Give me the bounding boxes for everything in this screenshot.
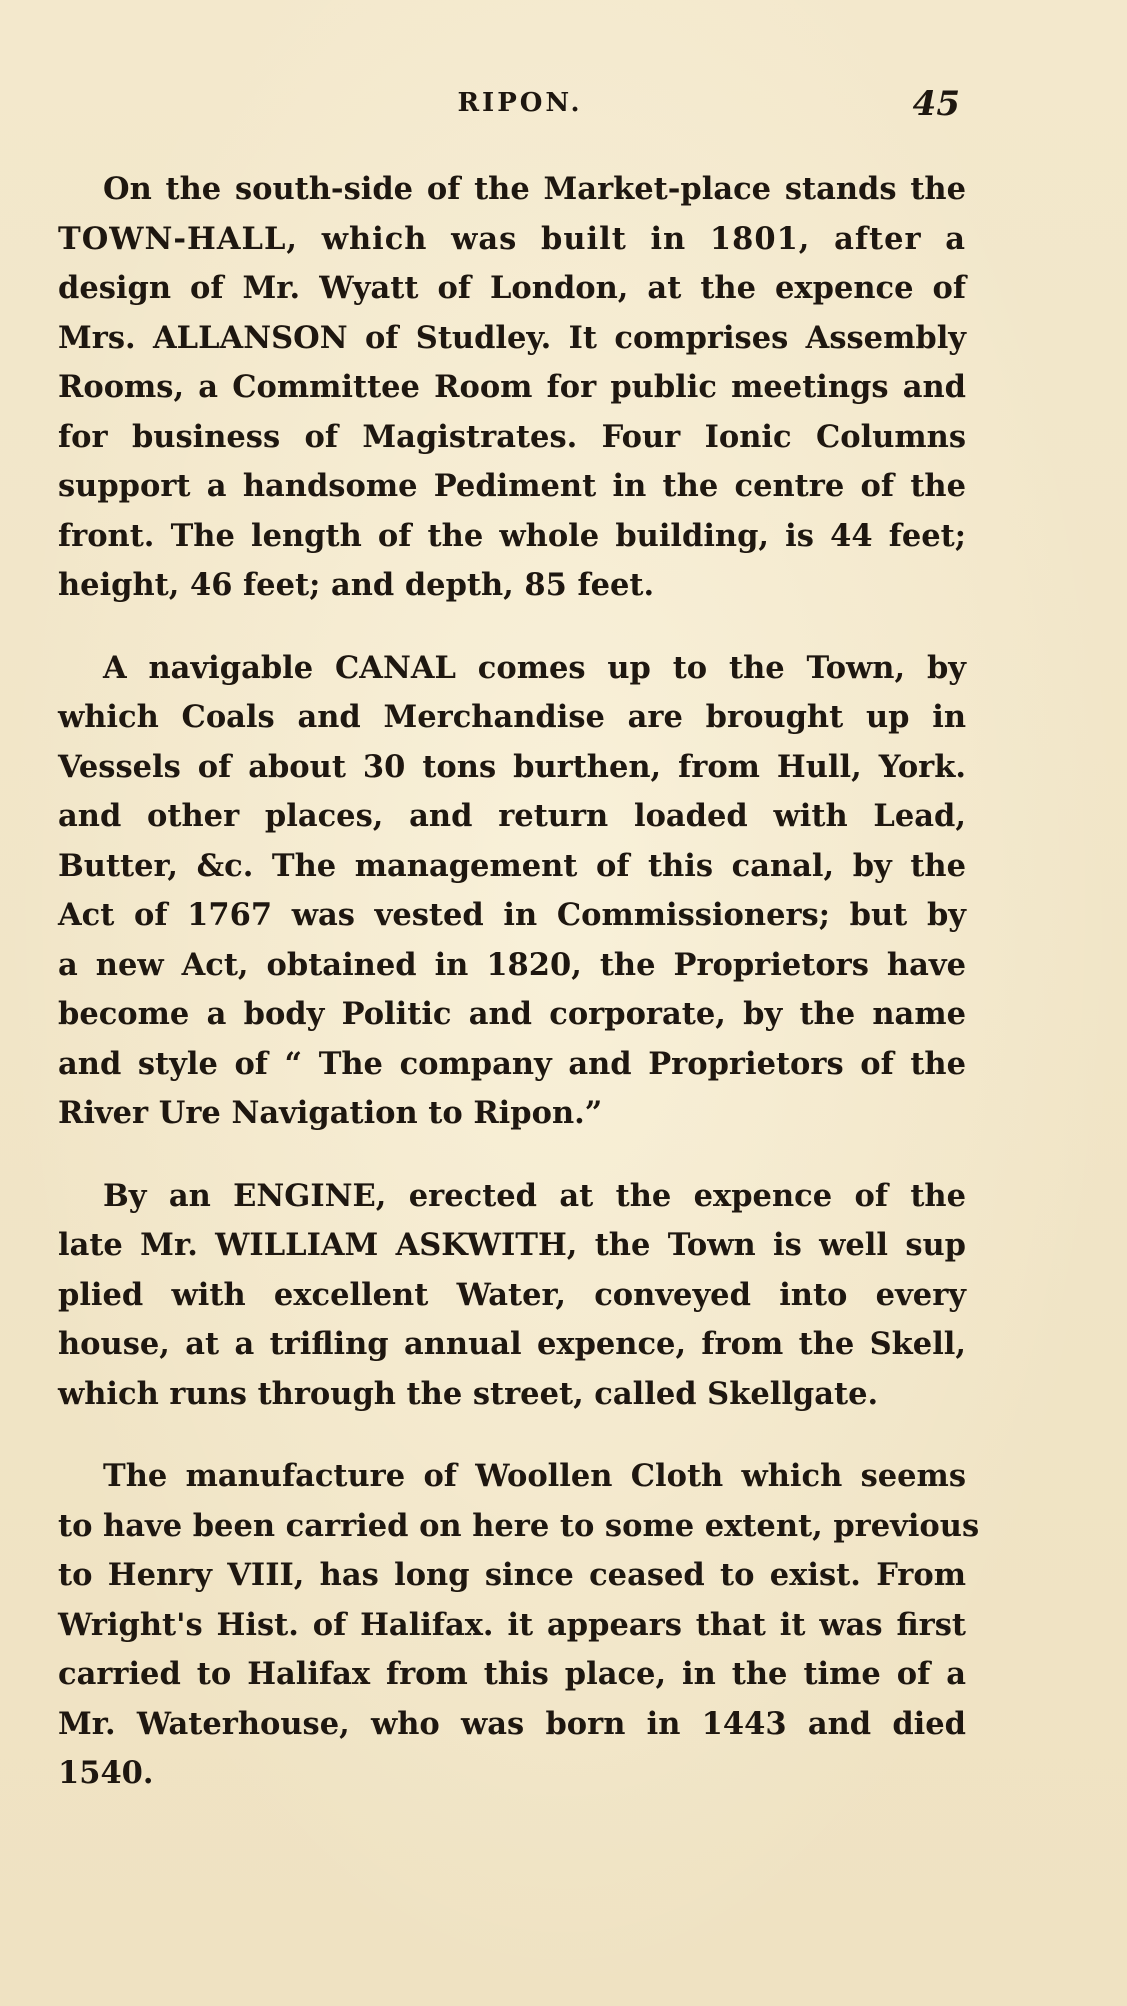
text-line: and style of “ The company and Proprietors of the [58, 1045, 966, 1082]
text-line: Vessels of about 30 tons burthen, from Hull, York. [58, 748, 966, 785]
paragraph-woollen-cloth [58, 1452, 980, 1799]
text-line: which Coals and Merchandise are brought up in [58, 699, 966, 735]
text-line: 1540. [58, 1755, 154, 1791]
text-line: River Ure Navigation to Ripon.” [58, 1095, 603, 1131]
text-line: late Mr. WILLIAM ASKWITH, the Town is well sup [58, 1227, 966, 1263]
text-line: for business of Magistrates. Four Ionic Columns [58, 418, 966, 455]
text-line: house, at a trifling annual expence, from the Skell, [58, 1326, 966, 1362]
text-line: Act of 1767 was vested in Commissioners; but by [58, 897, 966, 933]
text-line: Mr. Waterhouse, who was born in 1443 and died [58, 1705, 966, 1742]
text-line: Mrs. ALLANSON of Studley. It comprises Assembly [58, 319, 966, 356]
text-line: carried to Halifax from this place, in the time of a [58, 1656, 966, 1692]
text-line: On the south-side of the Market-place stands the [103, 171, 966, 207]
text-line: Rooms, a Committee Room for public meetings and [58, 369, 966, 405]
text-line: height, 46 feet; and depth, 85 feet. [58, 567, 655, 603]
text-line: become a body Politic and corporate, by the name [58, 996, 966, 1032]
running-head [0, 84, 1127, 128]
text-line: plied with excellent Water, conveyed into every [58, 1276, 966, 1313]
text-line: Butter, &c. The management of this canal, by the [58, 847, 966, 884]
paragraph-engine [58, 1172, 966, 1420]
paragraph-canal [58, 644, 966, 1139]
running-title: RIPON. [457, 88, 583, 118]
text-line: A navigable CANAL comes up to the Town, by [103, 649, 966, 686]
text-line: support a handsome Pediment in the centre of the [58, 468, 966, 504]
text-line: Wright's Hist. of Halifax. it appears that it was first [58, 1606, 966, 1643]
text-line: design of Mr. Wyatt of London, at the expence of [58, 270, 966, 306]
text-line: to have been carried on here to some extent, previous [58, 1507, 980, 1544]
text-line: to Henry VIII, has long since ceased to exist. From [58, 1557, 966, 1593]
text-line: front. The length of the whole building, is 44 feet; [58, 517, 966, 554]
text-line: which runs through the street, called Skellgate. [58, 1375, 879, 1412]
text-line: The manufacture of Woollen Cloth which seems [103, 1458, 966, 1494]
text-line: By an ENGINE, erected at the expence of the [103, 1177, 966, 1214]
text-line: and other places, and return loaded with Lead, [58, 798, 966, 834]
text-line: a new Act, obtained in 1820, the Proprietors have [58, 946, 966, 983]
body-text [58, 165, 980, 1799]
page-number: 45 [912, 84, 960, 124]
paragraph-town-hall [58, 165, 966, 611]
text-line: TOWN-HALL, which was built in 1801, after a [58, 220, 966, 257]
